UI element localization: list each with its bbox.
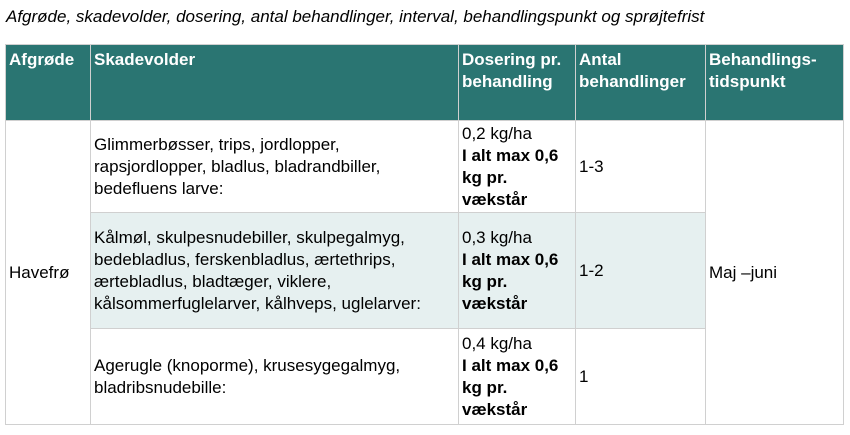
timing-cell: Maj –juni xyxy=(706,121,844,425)
dose-max: I alt max 0,6 kg pr. vækstår xyxy=(462,145,559,209)
dose-cell xyxy=(459,121,576,213)
header-count: Antal behandlinger xyxy=(576,45,706,121)
page-title: Afgrøde, skadevolder, dosering, antal behandlinger, interval, behandlingspunkt og sprøjtefrist xyxy=(6,7,705,26)
header-dose: Dosering pr. behandling xyxy=(459,45,576,121)
count-cell: 1-3 xyxy=(576,121,706,213)
dose-cell xyxy=(459,329,576,425)
header-timing: Behandlings-tidspunkt xyxy=(706,45,844,121)
table-header-row xyxy=(6,45,844,121)
dose-max: I alt max 0,6 kg pr. vækstår xyxy=(462,249,559,313)
pest-cell: Agerugle (knoporme), krusesygegalmyg, bladribsnudebille: xyxy=(91,329,459,425)
count-cell: 1 xyxy=(576,329,706,425)
header-crop: Afgrøde xyxy=(6,45,91,121)
pest-cell: Kålmøl, skulpesnudebiller, skulpegalmyg, bedebladlus, ferskenbladlus, ærtethrips, ærtebladlus, bladtæger, viklere, kålsommerfuglelarver, kålhveps, uglelarver: xyxy=(91,213,459,329)
count-cell: 1-2 xyxy=(576,213,706,329)
pest-cell: Glimmerbøsser, trips, jordlopper, rapsjordlopper, bladlus, bladrandbiller, bedefluens larve: xyxy=(91,121,459,213)
dose-cell xyxy=(459,213,576,329)
dose-value: 0,2 kg/ha xyxy=(462,123,532,143)
dose-value: 0,3 kg/ha xyxy=(462,227,532,247)
crop-cell: Havefrø xyxy=(6,121,91,425)
treatment-table xyxy=(5,44,844,425)
dose-max: I alt max 0,6 kg pr. vækstår xyxy=(462,355,559,419)
table-row xyxy=(6,121,844,213)
header-pest: Skadevolder xyxy=(91,45,459,121)
dose-value: 0,4 kg/ha xyxy=(462,333,532,353)
